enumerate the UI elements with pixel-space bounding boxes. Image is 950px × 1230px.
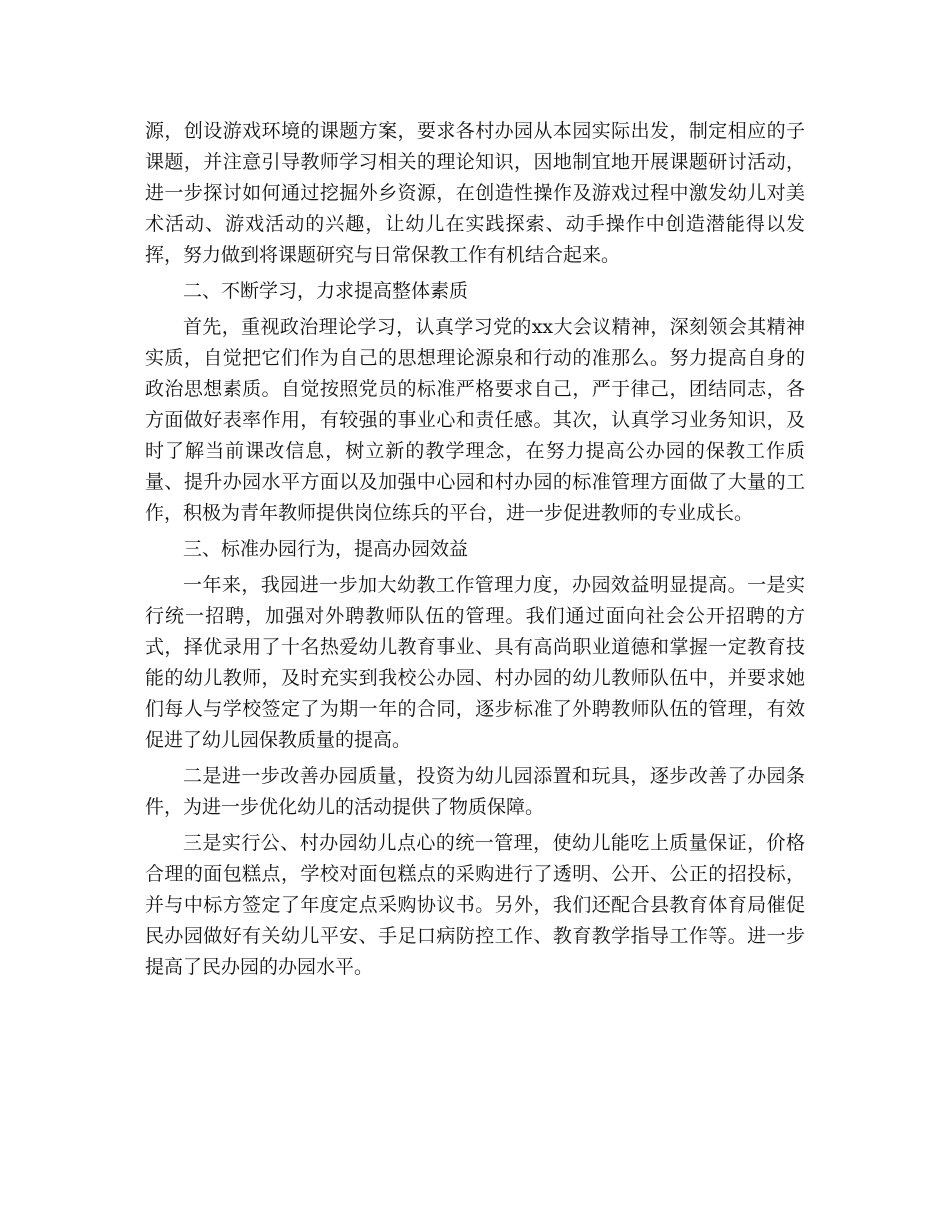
paragraph-recruitment: 一年来，我园进一步加大幼教工作管理力度，办园效益明显提高。一是实行统一招聘，加强对外聘教师队伍的管理。我们通过面向社会公开招聘的方式，择优录用了十名热爱幼儿教育事业、具有高尚职业道德和掌握一定教育技能的幼儿教师，及时充实到我校公办园、村办园的幼儿教师队伍中，并要求她们每人与学校签定了为期一年的合同，逐步标准了外聘教师队伍的管理，有效促进了幼儿园保教质量的提高。 — [145, 574, 805, 751]
paragraph-continuation: 源，创设游戏环境的课题方案，要求各村办园从本园实际出发，制定相应的子课题，并注意引导教师学习相关的理论知识，因地制宜地开展课题研讨活动，进一步探讨如何通过挖掘外乡资源，在创造性操作及游戏过程中激发幼儿对美术活动、游戏活动的兴趣，让幼儿在实践探索、动手操作中创造潜能得以发挥，努力做到将课题研究与日常保教工作有机结合起来。 — [145, 120, 805, 266]
paragraph-facilities: 二是进一步改善办园质量，投资为幼儿园添置和玩具，逐步改善了办园条件，为进一步优化幼儿的活动提供了物质保障。 — [145, 765, 805, 818]
paragraph-political-study: 首先，重视政治理论学习，认真学习党的xx大会议精神，深刻领会其精神实质，自觉把它们作为自己的思想理论源泉和行动的准那么。努力提高自身的政治思想素质。自觉按照党员的标准严格要求自己，严于律己，团结同志，各方面做好表率作用，有较强的事业心和责任感。其次，认真学习业务知识，及时了解当前课改信息，树立新的教学理念，在努力提高公办园的保教工作质量、提升办园水平方面以及加强中心园和村办园的标准管理方面做了大量的工作，积极为青年教师提供岗位练兵的平台，进一步促进教师的专业成长。 — [145, 316, 805, 524]
section-heading-3: 三、标准办园行为，提高办园效益 — [183, 538, 469, 560]
paragraph-snack-management: 三是实行公、村办园幼儿点心的统一管理，使幼儿能吃上质量保证，价格合理的面包糕点，学校对面包糕点的采购进行了透明、公开、公正的招投标，并与中标方签定了年度定点采购协议书。另外，我们还配合县教育体育局催促民办园做好有关幼儿平安、手足口病防控工作、教育教学指导工作等。进一步提高了民办园的办园水平。 — [145, 832, 805, 978]
document-body — [145, 116, 805, 988]
section-heading-2: 二、不断学习，力求提高整体素质 — [183, 280, 469, 302]
